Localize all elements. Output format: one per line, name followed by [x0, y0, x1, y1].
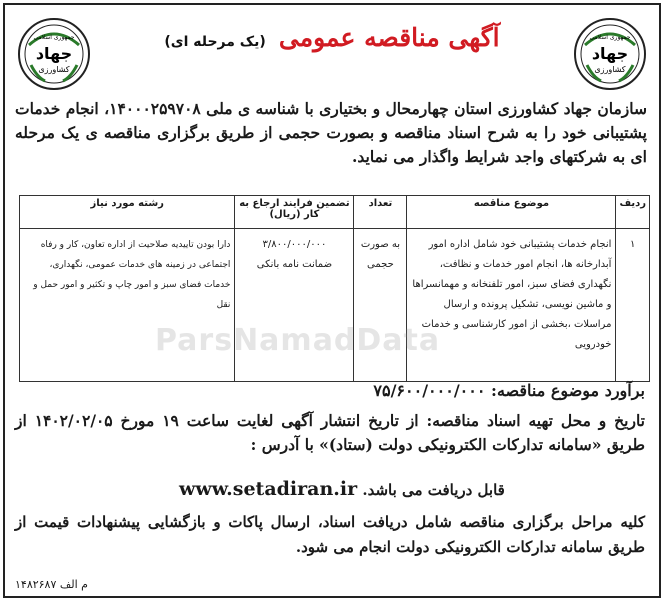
page-title: آگهی مناقصه عمومی — [278, 23, 500, 52]
page-subtitle: (یک مرحله ای) — [164, 34, 266, 50]
closing-paragraph: کلیه مراحل برگزاری مناقصه شامل دریافت اسناد، ارسال پاکات و بازگشایی پیشنهادات قیمت از طریق سامانه تدارکات الکترونیکی دولت انجام می شود. — [15, 513, 645, 556]
ad-code: م الف ۱۴۸۲۶۸۷ — [15, 578, 88, 591]
svg-text:جمهوری اسلامی: جمهوری اسلامی — [589, 34, 631, 41]
website-line — [165, 478, 505, 500]
website-link[interactable]: www.setadiran.ir — [179, 478, 358, 500]
svg-text:جهاد: جهاد — [35, 44, 73, 63]
svg-text:جهاد: جهاد — [591, 44, 629, 63]
header-row-number: ردیف — [616, 196, 650, 229]
title-wrap — [105, 23, 559, 52]
cell-row-number: ۱ — [616, 229, 650, 382]
header-quantity: تعداد — [354, 196, 407, 229]
tender-table — [19, 195, 650, 382]
cell-required-field: دارا بودن تاییدیه صلاحیت از اداره تعاون، کار و رفاه اجتماعی در زمینه های خدمات عمومی، نگهداری، خدمات فضای سبز و امور چاپ و تکثیر و امور حمل و نقل — [20, 229, 235, 382]
jahad-logo-right — [571, 15, 649, 93]
cell-subject: انجام خدمات پشتیبانی خود شامل اداره امور آبدارخانه ها، انجام امور خدمات و نظافت، نگهداری فضای سبز، امور تلفنخانه و مهمانسراها و ماشین نویسی، تشکیل پرونده و ارسال مراسلات ،بخشی از امور کارشناسی و خدمات خودرویی — [407, 229, 616, 382]
svg-text:کشاورزی: کشاورزی — [38, 65, 70, 74]
jahad-logo-left — [15, 15, 93, 93]
estimate-line — [373, 381, 645, 400]
intro-paragraph: سازمان جهاد کشاورزی استان چهارمحال و بختیاری با شناسه ی ملی ۱۴۰۰۰۲۵۹۷۰۸، انجام خدمات پشتیبانی خود را به شرح اسناد مناقصه و بصورت حجمی از طریق برگزاری مناقصه ی یک مرحله ای به شرکتهای واجد شرایط واگذار می نماید. — [15, 99, 647, 166]
guarantee-type: ضمانت نامه بانکی — [256, 259, 333, 270]
svg-text:کشاورزی: کشاورزی — [594, 65, 626, 74]
cell-quantity: به صورت حجمی — [354, 229, 407, 382]
header-subject: موضوع مناقصه — [407, 196, 616, 229]
website-suffix: قابل دریافت می باشد. — [362, 481, 505, 499]
table-row — [20, 229, 650, 382]
header-guarantee: تضمین فرایند ارجاع به کار (ریال) — [235, 196, 354, 229]
guarantee-amount: ۳/۸۰۰/۰۰۰/۰۰۰ — [262, 239, 327, 250]
estimate-label: برآورد موضوع مناقصه: — [491, 381, 645, 400]
cell-guarantee — [235, 229, 354, 382]
svg-text:جمهوری اسلامی: جمهوری اسلامی — [33, 34, 75, 41]
documents-paragraph: تاریخ و محل تهیه اسناد مناقصه: از تاریخ انتشار آگهی لغایت ساعت ۱۹ مورخ ۱۴۰۲/۰۲/۰۵ از طریق «سامانه تدارکات الکترونیکی دولت (ستاد)» با آدرس : — [15, 411, 645, 454]
header — [5, 5, 659, 97]
advertisement-frame — [3, 3, 661, 598]
header-required-field: رشته مورد نیاز — [20, 196, 235, 229]
watermark: ParsNamadData — [155, 323, 441, 358]
estimate-value: ۷۵/۶۰۰/۰۰۰/۰۰۰ — [373, 381, 486, 400]
table-header-row — [20, 196, 650, 229]
